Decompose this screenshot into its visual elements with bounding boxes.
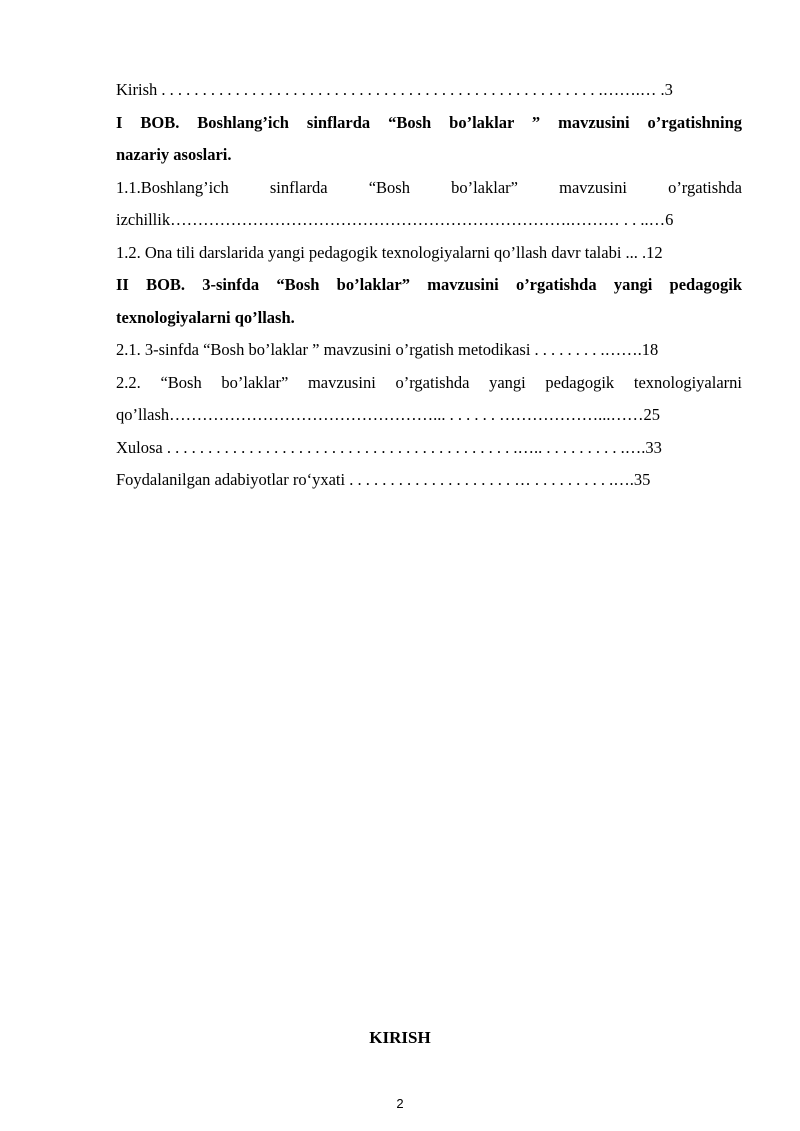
toc-chapter-1-title-cont: nazariy asoslari. [116, 145, 232, 164]
toc-entry-2-2-cont: qo’llash…………………………………………... . . . . . . ………………...……25 [116, 405, 661, 424]
section-heading: KIRISH [369, 1028, 431, 1047]
toc-chapter-2-title-cont: texnologiyalarni qo’llash. [116, 307, 295, 327]
toc-entry-2-1: 2.1. 3-sinfda “Bosh bo’laklar ” mavzusini o’rgatish metodikasi . . . . . . . . .…….18 [116, 340, 659, 359]
toc-entry-xulosa: Xulosa . . . . . . . . . . . . . . . . . . . . . . . . . . . . . . . . . . . . . . . . . . .….. . . . . . . . . . .….33 [116, 437, 662, 457]
toc-entry-2-2: 2.2. “Bosh bo’laklar” mavzusini o’rgatishda yangi pedagogik texnologiyalarni [116, 372, 742, 392]
page-number: 2 [396, 1096, 404, 1111]
toc-entry-kirish: Kirish . . . . . . . . . . . . . . . . . . . . . . . . . . . . . . . . . . . . . . . . . . . . . . . . . . . . . .…….… .3 [116, 80, 673, 99]
toc-entry-1-1: 1.1.Boshlang’ich sinflarda “Bosh bo’laklar” mavzusini o’rgatishda [116, 177, 742, 197]
toc-chapter-1-title: I BOB. Boshlang’ich sinflarda “Bosh bo’laklar ” mavzusini o’rgatishning [116, 112, 742, 132]
toc-entry-1-2: 1.2. Ona tili darslarida yangi pedagogik texnologiyalarni qo’llash davr talabi ... .12 [116, 242, 663, 262]
table-of-contents [116, 74, 742, 497]
toc-entry-1-1-cont: izchillik……………………………………………………………….……… . . ..…6 [116, 210, 674, 229]
toc-entry-bibliography: Foydalanilgan adabiyotlar ro‘yxati . . . . . . . . . . . . . . . . . . . . … . . . . . . . . . .….35 [116, 470, 651, 489]
toc-chapter-2-title: II BOB. 3-sinfda “Bosh bo’laklar” mavzusini o’rgatishda yangi pedagogik [116, 275, 742, 294]
